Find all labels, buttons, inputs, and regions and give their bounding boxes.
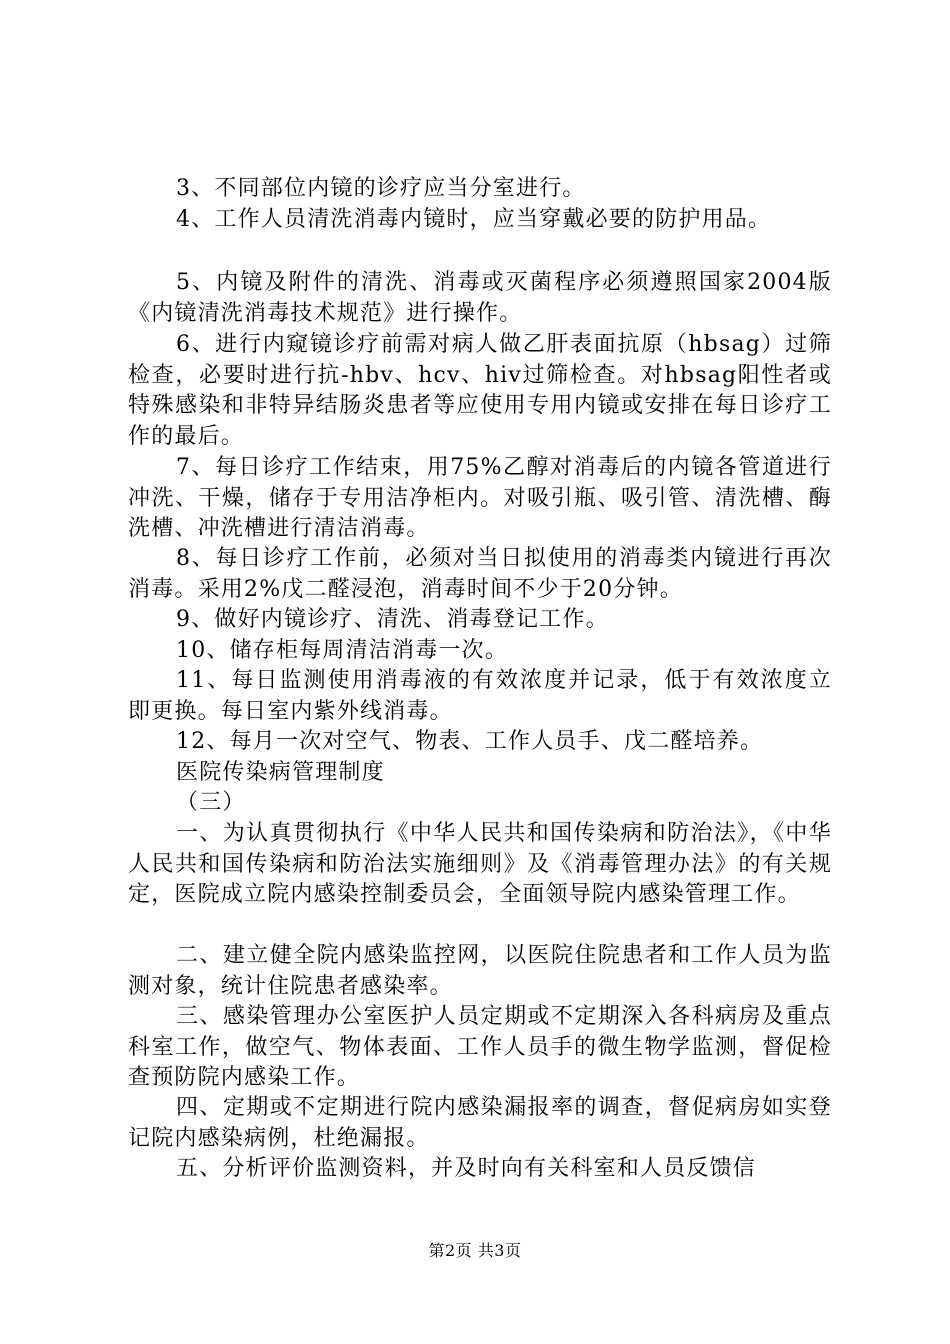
rule-item-4: 四、定期或不定期进行院内感染漏报率的调查，督促病房如实登记院内感染病例，杜绝漏报。: [128, 1095, 832, 1151]
rule-item-1: 一、为认真贯彻执行《中华人民共和国传染病和防治法》，《中华人民共和国传染病和防治法实施细则》及《消毒管理办法》的有关规定，医院成立院内感染控制委员会，全面领导院内感染管理工作。: [128, 821, 832, 907]
rule-item-5: 五、分析评价监测资料，并及时向有关科室和人员反馈信: [176, 1156, 757, 1181]
paragraph-item-7: 7、每日诊疗工作结束，用75%乙醇对消毒后的内镜各管道进行冲洗、干燥，储存于专用洁净柜内。对吸引瓶、吸引管、清洗槽、酶洗槽、冲洗槽进行清洁消毒。: [128, 455, 832, 541]
paragraph-item-4: 4、工作人员清洗消毒内镜时，应当穿戴必要的防护用品。: [176, 207, 772, 232]
paragraph-item-5: 5、内镜及附件的清洗、消毒或灭菌程序必须遵照国家2004版《内镜清洗消毒技术规范》进行操作。: [128, 270, 832, 326]
rule-item-2: 二、建立健全院内感染监控网，以医院住院患者和工作人员为监测对象，统计住院患者感染率。: [128, 943, 832, 999]
section-title: 医院传染病管理制度: [176, 760, 385, 785]
paragraph-item-8: 8、每日诊疗工作前，必须对当日拟使用的消毒类内镜进行再次消毒。采用2%戊二醛浸泡，消毒时间不少于20分钟。: [128, 546, 832, 602]
paragraph-item-6: 6、进行内窥镜诊疗前需对病人做乙肝表面抗原（hbsag）过筛检查，必要时进行抗-hbv、hcv、hiv过筛检查。对hbsag阳性者或特殊感染和非特异结肠炎患者等应使用专用内镜或安排在每日诊疗工作的最后。: [128, 332, 832, 449]
paragraph-item-11: 11、每日监测使用消毒液的有效浓度并记录，低于有效浓度立即更换。每日室内紫外线消毒。: [128, 668, 832, 724]
rule-item-3: 三、感染管理办公室医护人员定期或不定期深入各科病房及重点科室工作，做空气、物体表面、工作人员手的微生物学监测，督促检查预防院内感染工作。: [128, 1004, 832, 1090]
paragraph-item-9: 9、做好内镜诊疗、清洗、消毒登记工作。: [176, 607, 609, 632]
paragraph-item-12: 12、每月一次对空气、物表、工作人员手、戊二醛培养。: [176, 729, 764, 754]
page-number-footer: 第2页 共3页: [428, 1241, 522, 1260]
paragraph-item-10: 10、储存柜每周清洁消毒一次。: [176, 638, 508, 663]
paragraph-item-3: 3、不同部位内镜的诊疗应当分室进行。: [176, 176, 586, 201]
section-number: （三）: [176, 790, 246, 815]
